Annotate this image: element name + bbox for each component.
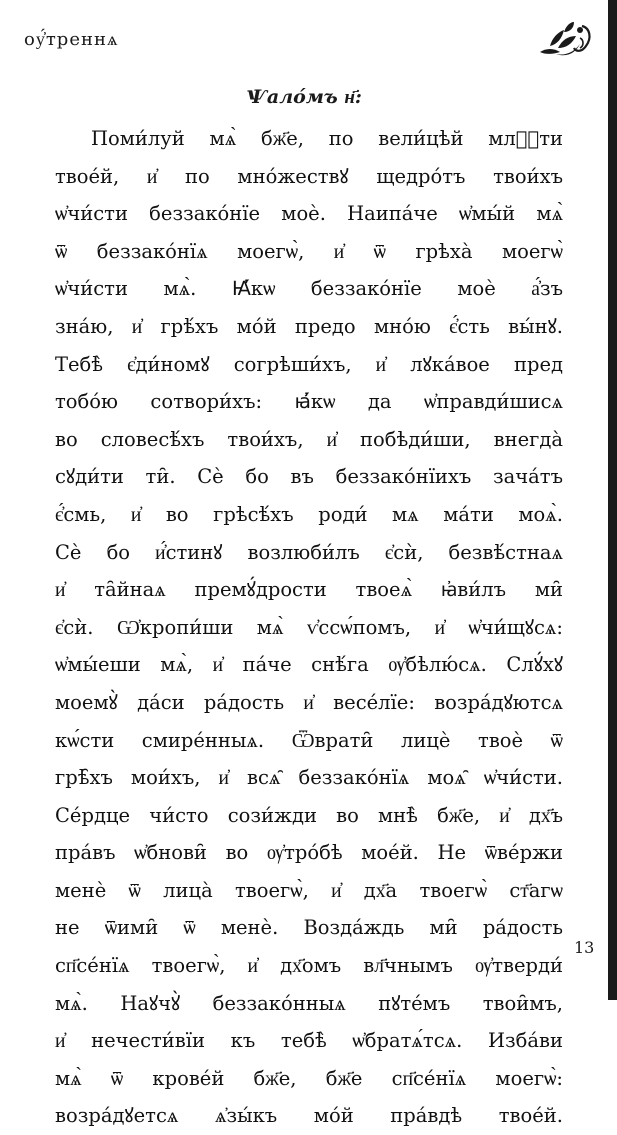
text-line: тобо́ю сотвори́хъ: ꙗ҆́кѡ да ѡ҆правди́шисѧ xyxy=(55,390,563,414)
text-line: грѣ̑хъ мои́хъ, и҆ всѧ̑ беззако́нїѧ моѧ̑ ѡ҆чи́сти. xyxy=(55,766,563,790)
text-line: Се́рдце чи́сто сози́жди во мнѣ̀ бж҃е, и҆ дх҃ъ xyxy=(55,803,563,827)
text-line: ѡ҆чи́сти мѧ̀. Ꙗ҆́кѡ беззако́нїе моѐ а҆́зъ xyxy=(55,277,563,301)
text-line: Поми́луй мѧ̀ бж҃е, по вели́цѣй млⷭ҇ти xyxy=(91,127,563,150)
text-line: моемꙋ̀ да́си ра́дость и҆ весе́лїе: возра́дꙋютсѧ xyxy=(55,690,563,714)
text-line: мѧ̀. Наꙋчꙋ̀ беззако́нныѧ пꙋте́мъ твои̑мъ, xyxy=(55,991,563,1015)
text-line: и҆ нечести́вїи къ тебѣ̀ ѡ҆братѧ́тсѧ. Изба́ви xyxy=(55,1029,563,1053)
page-edge-bar xyxy=(608,0,617,1000)
psalm-title: Ѱало́мъ н҃: xyxy=(246,86,362,108)
text-line: твое́й, и҆ по мно́жествꙋ щедро́тъ твои́хъ xyxy=(55,164,563,188)
page-number: 13 xyxy=(574,938,595,957)
text-line: и҆ та̑йнаѧ премꙋ́дрости твоеѧ̀ ꙗ҆ви́лъ ми̑ xyxy=(55,578,563,602)
text-line: ѿ беззако́нїѧ моегѡ̀, и҆ ѿ грѣха̀ моегѡ̀ xyxy=(55,239,563,263)
text-line: є҆́смь, и҆ во грѣсѣ́хъ роди́ мѧ ма́ти моѧ̀. xyxy=(55,502,563,526)
text-line: є҆сѝ. Ѡ҆кропи́ши мѧ̀ ѵ҆ссѡ́помъ, и҆ ѡ҆чи́щꙋсѧ: xyxy=(55,615,563,639)
text-line: ѡ҆чи́сти беззако́нїе моѐ. Наипа́че ѡ҆мы́й мѧ̀ xyxy=(55,202,563,226)
psalm-text xyxy=(55,120,563,1135)
text-line: мѧ̀ ѿ крове́й бж҃е, бж҃е сп҃се́нїѧ моегѡ̀: xyxy=(55,1066,563,1090)
text-line: сп҃се́нїѧ твоегѡ̀, и҆ дх҃омъ вл҃чнымъ ѹ҆тверди́ xyxy=(55,954,563,978)
text-line: сꙋди́ти ти̑. Сѐ бо въ беззако́нїихъ зача́тъ xyxy=(55,465,563,489)
text-line: Тебѣ̀ є҆ди́номꙋ согрѣши́хъ, и҆ лꙋка́вое пред xyxy=(55,352,563,376)
text-line: во словесѣ́хъ твои́хъ, и҆ побѣди́ши, внегда̀ xyxy=(55,427,563,451)
running-head: оу҆́треннѧ xyxy=(24,29,119,50)
text-line: кѡ́сти смире́нныѧ. Ѿврати̑ лицѐ твоѐ ѿ xyxy=(55,728,563,752)
text-line: не ѿими̑ ѿ менѐ. Возда́ждь ми̑ ра́дость xyxy=(55,916,563,940)
text-line: Сѐ бо и҆́стинꙋ возлюби́лъ є҆сѝ, безвѣ́стнаѧ xyxy=(55,540,563,564)
floral-ornament-icon xyxy=(536,18,594,60)
text-line: менѐ ѿ лица̀ твоегѡ̀, и҆ дх҃а твоегѡ̀ ст҃агѡ xyxy=(55,878,563,902)
text-line: пра́въ ѡ҆бнови̑ во ѹ҆тро́бѣ мое́й. Не ѿве́ржи xyxy=(55,841,563,865)
text-line: ѡ҆мы́еши мѧ̀, и҆ па́че снѣ́га ѹ҆бѣлю́сѧ. Слꙋ́хꙋ xyxy=(55,653,563,677)
text-line: зна́ю, и҆ грѣ́хъ мо́й предо мно́ю є҆́сть вы́нꙋ. xyxy=(55,314,563,338)
text-line: возра́дꙋетсѧ ѧ҆зы́къ мо́й пра́вдѣ твое́й. xyxy=(55,1104,563,1128)
